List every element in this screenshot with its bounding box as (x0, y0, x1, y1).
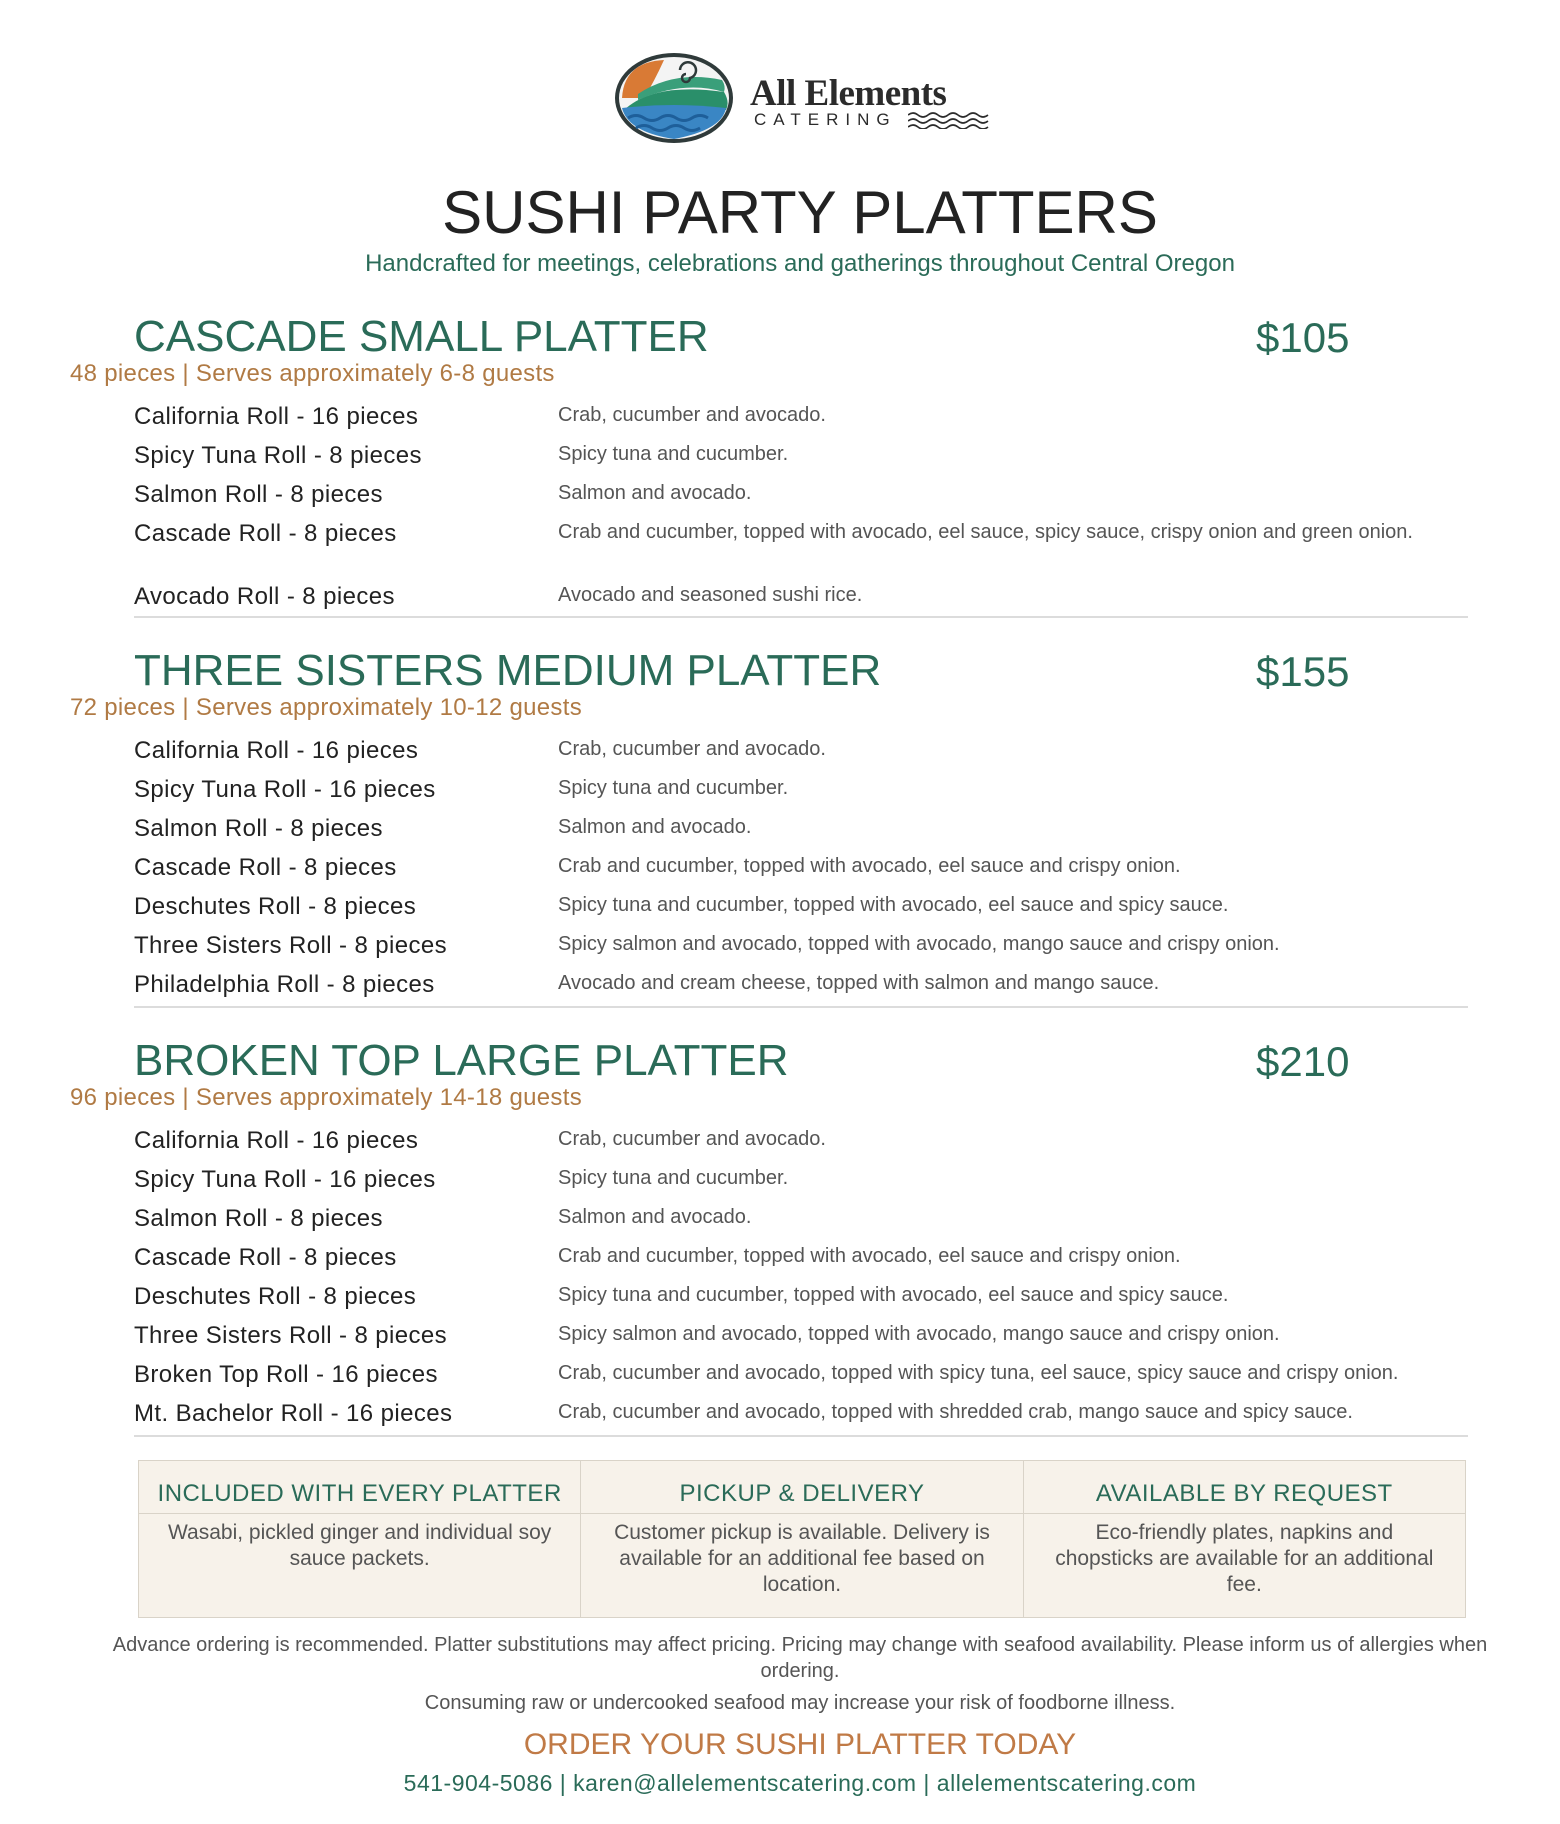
logo-emblem-icon (614, 52, 734, 144)
roll-description: Spicy salmon and avocado, topped with avocado, mango sauce and crispy onion. (558, 933, 1280, 955)
roll-name: Mt. Bachelor Roll - 16 pieces (134, 1400, 453, 1427)
notes (90, 1632, 1510, 1716)
roll-name: Three Sisters Roll - 8 pieces (134, 1322, 448, 1349)
roll-name: Salmon Roll - 8 pieces (134, 1205, 383, 1232)
roll-description: Crab and cucumber, topped with avocado, eel sauce and crispy onion. (558, 1245, 1181, 1267)
roll-description: Avocado and seasoned sushi rice. (558, 584, 863, 606)
info-body: Customer pickup is available. Delivery is available for an additional fee based on location. (614, 1521, 990, 1596)
platter-title: CASCADE SMALL PLATTER (134, 312, 709, 361)
roll-name: California Roll - 16 pieces (134, 1127, 419, 1154)
roll-name: Spicy Tuna Roll - 8 pieces (134, 442, 422, 469)
info-box (138, 1460, 1466, 1618)
section-divider (134, 1435, 1468, 1437)
info-heading: INCLUDED WITH EVERY PLATTER (139, 1461, 580, 1514)
platter-title: THREE SISTERS MEDIUM PLATTER (134, 646, 882, 695)
info-included (139, 1461, 580, 1617)
platter-meta: 48 pieces | Serves approximately 6-8 guests (70, 360, 555, 387)
roll-description: Spicy tuna and cucumber, topped with avocado, eel sauce and spicy sauce. (558, 1284, 1229, 1306)
roll-description: Spicy tuna and cucumber. (558, 1167, 789, 1189)
roll-description: Spicy tuna and cucumber. (558, 777, 789, 799)
roll-description: Crab and cucumber, topped with avocado, eel sauce and crispy onion. (558, 855, 1181, 877)
roll-name: Deschutes Roll - 8 pieces (134, 893, 417, 920)
roll-name: Cascade Roll - 8 pieces (134, 854, 397, 881)
roll-name: Deschutes Roll - 8 pieces (134, 1283, 417, 1310)
section-divider (134, 1006, 1468, 1008)
brand-name: All Elements (750, 73, 947, 114)
section-divider (134, 616, 1468, 618)
page-subtitle: Handcrafted for meetings, celebrations and gatherings throughout Central Oregon (365, 250, 1235, 277)
roll-name: California Roll - 16 pieces (134, 403, 419, 430)
info-heading: PICKUP & DELIVERY (581, 1461, 1022, 1514)
page-title: SUSHI PARTY PLATTERS (442, 179, 1158, 246)
roll-name: Spicy Tuna Roll - 16 pieces (134, 776, 436, 803)
roll-description: Crab, cucumber and avocado. (558, 404, 826, 426)
roll-description: Crab, cucumber and avocado, topped with spicy tuna, eel sauce, spicy sauce and crispy onion. (558, 1362, 1399, 1384)
roll-name: Cascade Roll - 8 pieces (134, 1244, 397, 1271)
roll-description: Avocado and cream cheese, topped with salmon and mango sauce. (558, 972, 1160, 994)
info-body: Wasabi, pickled ginger and individual soy sauce packets. (168, 1521, 552, 1570)
platter-meta: 96 pieces | Serves approximately 14-18 guests (70, 1084, 583, 1111)
platter-meta: 72 pieces | Serves approximately 10-12 guests (70, 694, 583, 721)
roll-description: Crab, cucumber and avocado. (558, 1128, 826, 1150)
waves-icon (908, 109, 992, 129)
ordering-note: Advance ordering is recommended. Platter substitutions may affect pricing. Pricing may change with seafood availability. Please inform us of allergies when ordering. (112, 1634, 1488, 1682)
roll-description: Salmon and avocado. (558, 816, 752, 838)
roll-description: Crab, cucumber and avocado. (558, 738, 826, 760)
roll-name: Avocado Roll - 8 pieces (134, 583, 395, 610)
roll-description: Spicy tuna and cucumber. (558, 443, 789, 465)
roll-name: Broken Top Roll - 16 pieces (134, 1361, 438, 1388)
contact-info[interactable]: 541-904-5086 | karen@allelementscatering.com | allelementscatering.com (403, 1770, 1197, 1796)
brand-logo (614, 50, 994, 145)
roll-name: Salmon Roll - 8 pieces (134, 815, 383, 842)
order-cta: ORDER YOUR SUSHI PLATTER TODAY (523, 1728, 1077, 1761)
info-by-request (1023, 1461, 1465, 1617)
roll-description: Crab and cucumber, topped with avocado, eel sauce, spicy sauce, crispy onion and green onion. (558, 521, 1413, 543)
roll-description: Spicy tuna and cucumber, topped with avocado, eel sauce and spicy sauce. (558, 894, 1229, 916)
roll-name: Philadelphia Roll - 8 pieces (134, 971, 435, 998)
info-pickup-delivery (580, 1461, 1022, 1617)
info-body: Eco-friendly plates, napkins and chopsticks are available for an additional fee. (1055, 1521, 1434, 1596)
roll-name: California Roll - 16 pieces (134, 737, 419, 764)
health-advisory: Consuming raw or undercooked seafood may increase your risk of foodborne illness. (424, 1692, 1176, 1714)
roll-name: Cascade Roll - 8 pieces (134, 520, 397, 547)
roll-description: Crab, cucumber and avocado, topped with shredded crab, mango sauce and spicy sauce. (558, 1401, 1353, 1423)
roll-name: Salmon Roll - 8 pieces (134, 481, 383, 508)
roll-name: Three Sisters Roll - 8 pieces (134, 932, 448, 959)
platter-price: $155 (1256, 648, 1350, 695)
platter-title: BROKEN TOP LARGE PLATTER (134, 1036, 789, 1085)
roll-description: Salmon and avocado. (558, 1206, 752, 1228)
platter-price: $210 (1256, 1038, 1350, 1085)
roll-description: Salmon and avocado. (558, 482, 752, 504)
roll-description: Spicy salmon and avocado, topped with avocado, mango sauce and crispy onion. (558, 1323, 1280, 1345)
platter-price: $105 (1256, 314, 1350, 361)
info-heading: AVAILABLE BY REQUEST (1024, 1461, 1465, 1514)
roll-name: Spicy Tuna Roll - 16 pieces (134, 1166, 436, 1193)
brand-subname: CATERING (754, 110, 897, 129)
